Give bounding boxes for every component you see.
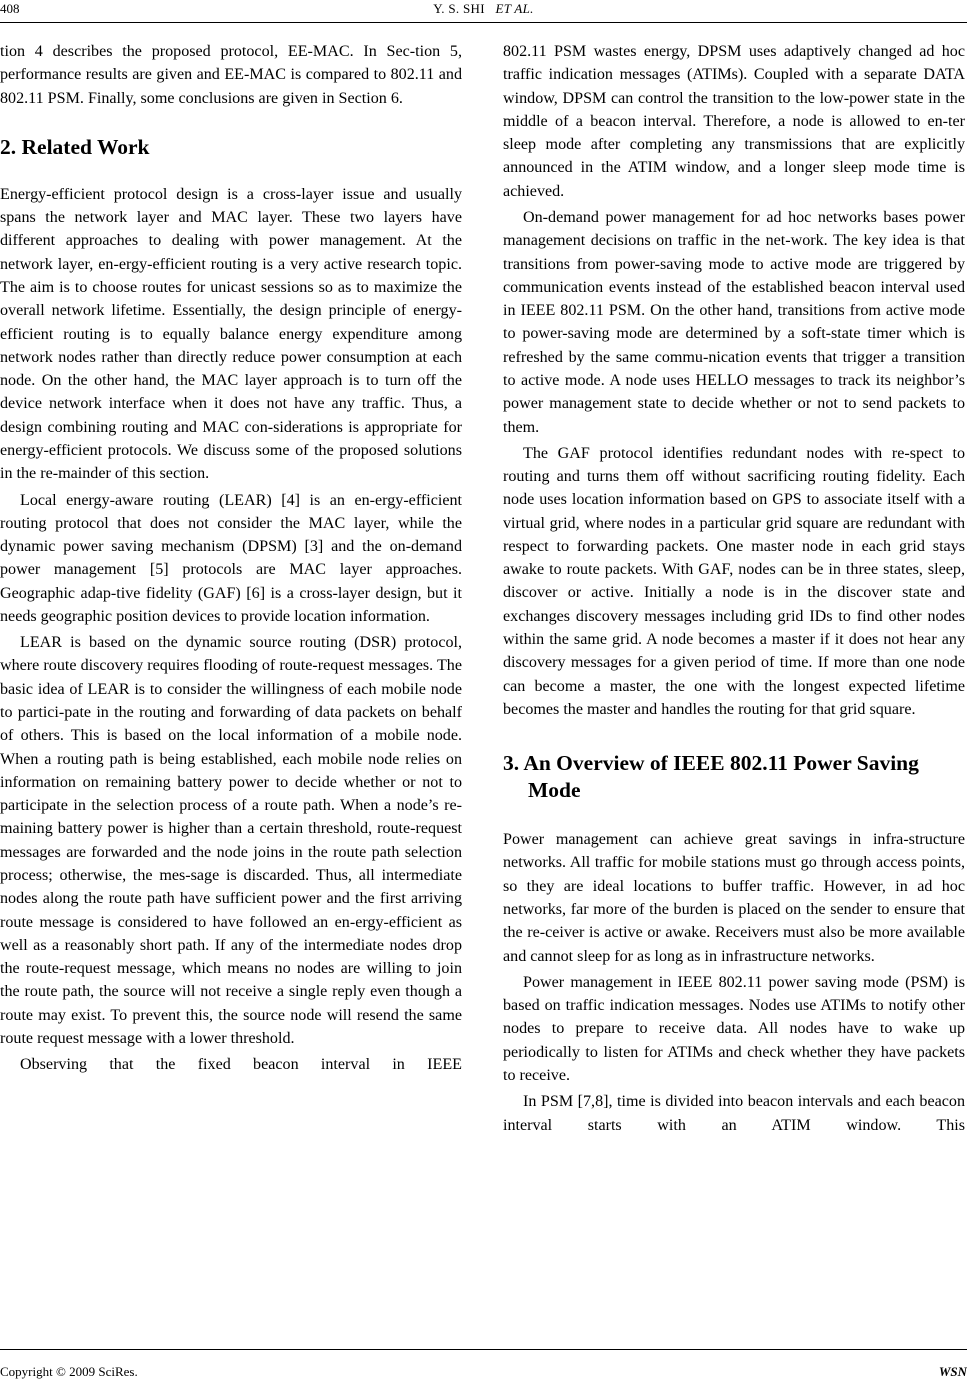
- right-column: [503, 40, 965, 1137]
- dpsm-paragraph: 802.11 PSM wastes energy, DPSM uses adaptively changed ad hoc traffic indication messages (ATIMs). Coupled with a separate DATA window, DPSM can control the transition to the low-power state in the middle of a beacon interval. Therefore, a node is allowed to en-ter sleep mode after completing any transmissions that are explicitly announced in the ATIM window, and a longer sleep mode time is achieved.: [503, 43, 965, 200]
- footer-rule: [0, 1349, 967, 1350]
- section-2-heading: 2. Related Work: [0, 134, 150, 159]
- psm-overview-paragraph-1: Power management can achieve great savings in infra-structure networks. All traffic for mobile stations must go through access points, so they are ideal locations to buffer traffic. However, in ad hoc networks, far more of the burden is placed on the sender to ensure that the re-ceiver is active or awake. Receivers must also be more available and cannot sleep for as long as in infrastructure networks.: [503, 831, 965, 965]
- running-head: [0, 1, 967, 17]
- related-work-paragraph-3: LEAR is based on the dynamic source routing (DSR) protocol, where route discovery requires flooding of route-request messages. The basic idea of LEAR is to consider the willingness of each mobile node to partici-pate in the routing and forwarding of data packets on behalf of others. This is based on the local information of a mobile node. When a routing path is being established, each mobile node relies on information on remaining battery power to decide whether or not to participate in the selection process of a route path. When a node’s re-maining battery power is higher than a certain threshold, route-request messages are forwarded and the node joins in the route path selection process; otherwise, the mes-sage is discarded. Thus, all intermediate nodes along the route path have sufficient power and the first arriving route message is considered to have followed an en-ergy-efficient as well as a reasonably short path. If any of the intermediate nodes drop the route-request message, which means no nodes are willing to join the route path, the source will not receive a single reply even though a route may exist. To prevent this, the source node will resend the same route request message with a lower threshold.: [0, 634, 462, 1047]
- psm-overview-paragraph-2: Power management in IEEE 802.11 power saving mode (PSM) is based on traffic indication messages. Nodes use ATIMs to notify other nodes to prepare to receive data. All nodes have to wake up periodically to listen for ATIMs and check whether they have packets to receive.: [503, 973, 965, 1084]
- left-column: [0, 40, 462, 1077]
- page-number: 408: [0, 1, 20, 16]
- running-head-etal: ET AL.: [495, 1, 534, 16]
- on-demand-paragraph: On-demand power management for ad hoc networks bases power management decisions on traffic in the net-work. The key idea is that transitions from power-saving mode to active mode are triggered by communication events instead of the established beacon interval used in IEEE 802.11 PSM. On the other hand, transitions from active mode to power-saving mode are determined by a soft-state timer which is refreshed by the same commu-nication events that trigger a transition to active mode. A node uses HELLO messages to track its neighbor’s power management state to decide whether or not to send packets to them.: [503, 208, 965, 436]
- running-head-authors: Y. S. SHI: [433, 1, 485, 16]
- intro-tail-paragraph: tion 4 describes the proposed protocol, EE-MAC. In Sec-tion 5, performance results are given and EE-MAC is compared to 802.11 and 802.11 PSM. Finally, some conclusions are given in Section 6.: [0, 43, 462, 107]
- psm-overview-paragraph-3: In PSM [7,8], time is divided into beacon intervals and each beacon interval starts with an ATIM window. This: [503, 1093, 965, 1134]
- header-rule: [0, 22, 967, 23]
- related-work-paragraph-1: Energy-efficient protocol design is a cross-layer issue and usually spans the network layer and MAC layer. These two layers have different approaches to dealing with power management. At the network layer, en-ergy-efficient routing is a very active research topic. The aim is to choose routes for unicast sessions so as to maximize the overall network lifetime. Essentially, the design principle of energy-efficient routing is to equally balance energy expenditure among network nodes rather than directly reduce power consumption at each node. On the other hand, the MAC layer approach is to turn off the device network interface when it does not have any traffic. Thus, a design combining routing and MAC con-siderations is appropriate for energy-efficient protocols. We discuss some of the proposed solutions in the re-mainder of this section.: [0, 185, 462, 483]
- related-work-paragraph-4: Observing that the fixed beacon interval in IEEE: [20, 1056, 462, 1074]
- journal-abbreviation: WSN: [938, 1364, 967, 1379]
- related-work-paragraph-2: Local energy-aware routing (LEAR) [4] is an en-ergy-efficient routing protocol that does not consider the MAC layer, while the dynamic power saving mechanism (DPSM) [3] and the on-demand power management [5] protocols are MAC layer approaches. Geographic adap-tive fidelity (GAF) [6] is a cross-layer design, but it needs geographic position devices to provide location information.: [0, 491, 462, 625]
- copyright-notice: Copyright © 2009 SciRes.: [0, 1364, 138, 1379]
- section-3-heading: 3. An Overview of IEEE 802.11 Power Saving Mode: [503, 751, 919, 803]
- gaf-paragraph: The GAF protocol identifies redundant nodes with re-spect to routing and turns them off without sacrificing routing fidelity. Each node uses location information based on GPS to associate itself with a virtual grid, where nodes in a particular grid square are redundant with respect to forwarding packets. One master node in each grid stays awake to route packets. With GAF, nodes can be in three states, sleep, discover or active. Initially a node is in the discover state and exchanges discovery messages including grid IDs to find other nodes within the same grid. A node becomes a master if it does not hear any discovery messages for a given period of time. If more than one node can become a master, the one with the longest expected lifetime becomes the master and handles the routing for that grid square.: [503, 444, 965, 718]
